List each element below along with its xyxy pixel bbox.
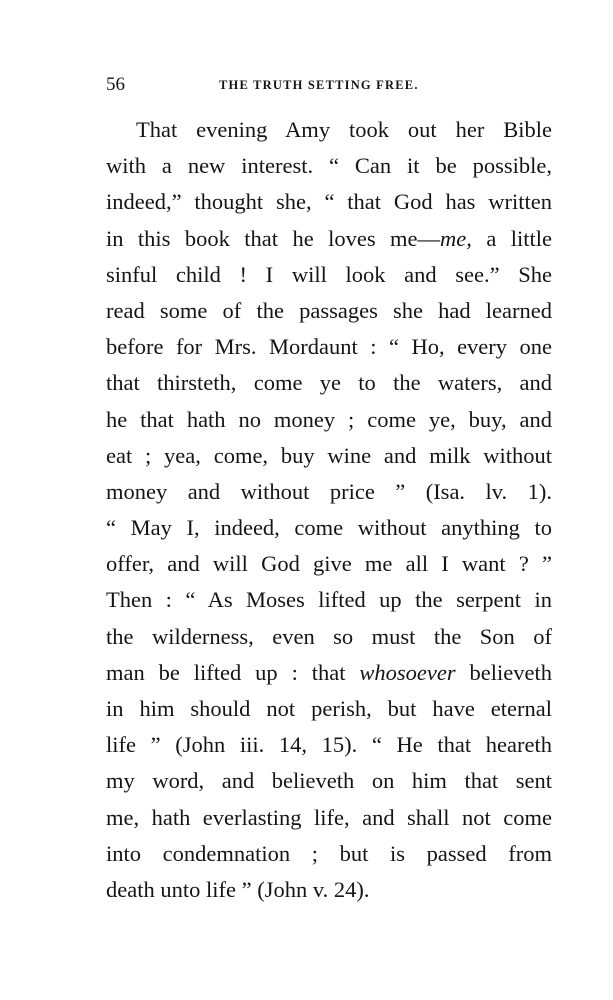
text-line: death unto life ” (John v. 24). xyxy=(106,876,370,902)
text-line xyxy=(106,655,552,691)
text-line: offer, and will God give me all I want ? ” xyxy=(106,551,552,577)
text-line: “ May I, indeed, come without anything to xyxy=(106,515,552,541)
text-line: eat ; yea, come, buy wine and milk without xyxy=(106,442,552,468)
text-line: indeed,” thought she, “ that God has written xyxy=(106,189,552,215)
text-line: life ” (John iii. 14, 15). “ He that heareth xyxy=(106,732,552,758)
text-line: money and without price ” (Isa. lv. 1). xyxy=(106,478,552,504)
text-line: sinful child ! I will look and see.” She xyxy=(106,261,552,287)
italic-emphasis: me, xyxy=(440,225,472,251)
page-header xyxy=(106,73,552,97)
body-text xyxy=(106,112,552,908)
text-line xyxy=(106,221,552,257)
text-line: that thirsteth, come ye to the waters, and xyxy=(106,370,552,396)
text-line: Then : “ As Moses lifted up the serpent in xyxy=(106,587,552,613)
italic-emphasis: whosoever xyxy=(359,659,456,685)
text-line: read some of the passages she had learned xyxy=(106,297,552,323)
text-segment: a little xyxy=(471,225,553,251)
page-number: 56 xyxy=(106,74,125,95)
text-line: That evening Amy took out her Bible xyxy=(136,117,552,142)
text-line: with a new interest. “ Can it be possible, xyxy=(106,153,552,179)
text-line: my word, and believeth on him that sent xyxy=(106,768,552,794)
text-segment: man be lifted up : that xyxy=(106,659,360,685)
text-line: in him should not perish, but have eternal xyxy=(106,696,552,721)
text-line: me, hath everlasting life, and shall not come xyxy=(106,804,552,830)
running-head: THE TRUTH SETTING FREE. xyxy=(219,78,419,92)
text-line: he that hath no money ; come ye, buy, and xyxy=(106,406,552,432)
text-line: the wilderness, even so must the Son of xyxy=(106,623,552,649)
text-segment: in this book that he loves me— xyxy=(106,225,441,251)
text-line: into condemnation ; but is passed from xyxy=(106,840,552,866)
text-segment: believeth xyxy=(455,659,552,685)
text-line: before for Mrs. Mordaunt : “ Ho, every one xyxy=(106,334,552,360)
